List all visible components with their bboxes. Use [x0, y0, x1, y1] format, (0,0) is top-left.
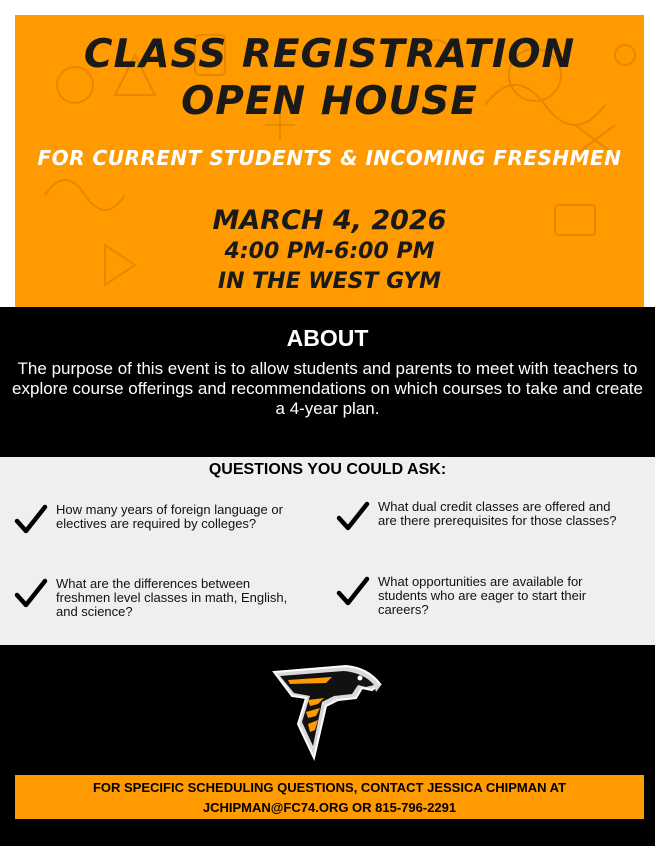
about-section: [0, 307, 655, 457]
contact-text: [15, 778, 644, 818]
falcon-logo-icon: [268, 654, 388, 766]
contact-strip: [15, 775, 644, 819]
contact-border-right: [644, 775, 655, 819]
about-heading: ABOUT: [286, 325, 369, 351]
question-text: What dual credit classes are offered and are there prerequisites for those classes?: [378, 499, 617, 528]
about-text: The purpose of this event is to allow students and parents to meet with teachers to explore course offerings and recommendations on which courses to take and create a 4-year plan.: [12, 359, 643, 418]
questions-heading: QUESTIONS YOU COULD ASK:: [208, 461, 447, 478]
question-text: What opportunities are available for students who are eager to start their careers?: [378, 574, 587, 617]
checkmark-icon: [336, 575, 370, 609]
event-time: 4:00 PM-6:00 PM: [224, 239, 435, 264]
logo-band: [0, 645, 655, 775]
questions-section: [0, 457, 655, 645]
checkmark-icon: [14, 577, 48, 611]
event-date: MARCH 4, 2026: [212, 205, 447, 236]
event-title-line1: CLASS REGISTRATION: [83, 32, 576, 77]
question-text: What are the differences between freshmen level classes in math, English, and science?: [56, 576, 288, 619]
header-banner: [15, 15, 644, 307]
question-text: How many years of foreign language or electives are required by colleges?: [56, 502, 283, 531]
contact-line2: JCHIPMAN@FC74.ORG OR 815-796-2291: [202, 800, 457, 815]
event-subtitle: FOR CURRENT STUDENTS & INCOMING FRESHMEN: [37, 146, 622, 170]
checkmark-icon: [336, 500, 370, 534]
bottom-bar: [0, 819, 655, 846]
contact-line1: FOR SPECIFIC SCHEDULING QUESTIONS, CONTACT JESSICA CHIPMAN AT: [92, 780, 567, 795]
checkmark-icon: [14, 503, 48, 537]
event-title-line2: OPEN HOUSE: [181, 79, 478, 124]
event-location: IN THE WEST GYM: [217, 269, 442, 294]
contact-border-left: [0, 775, 15, 819]
